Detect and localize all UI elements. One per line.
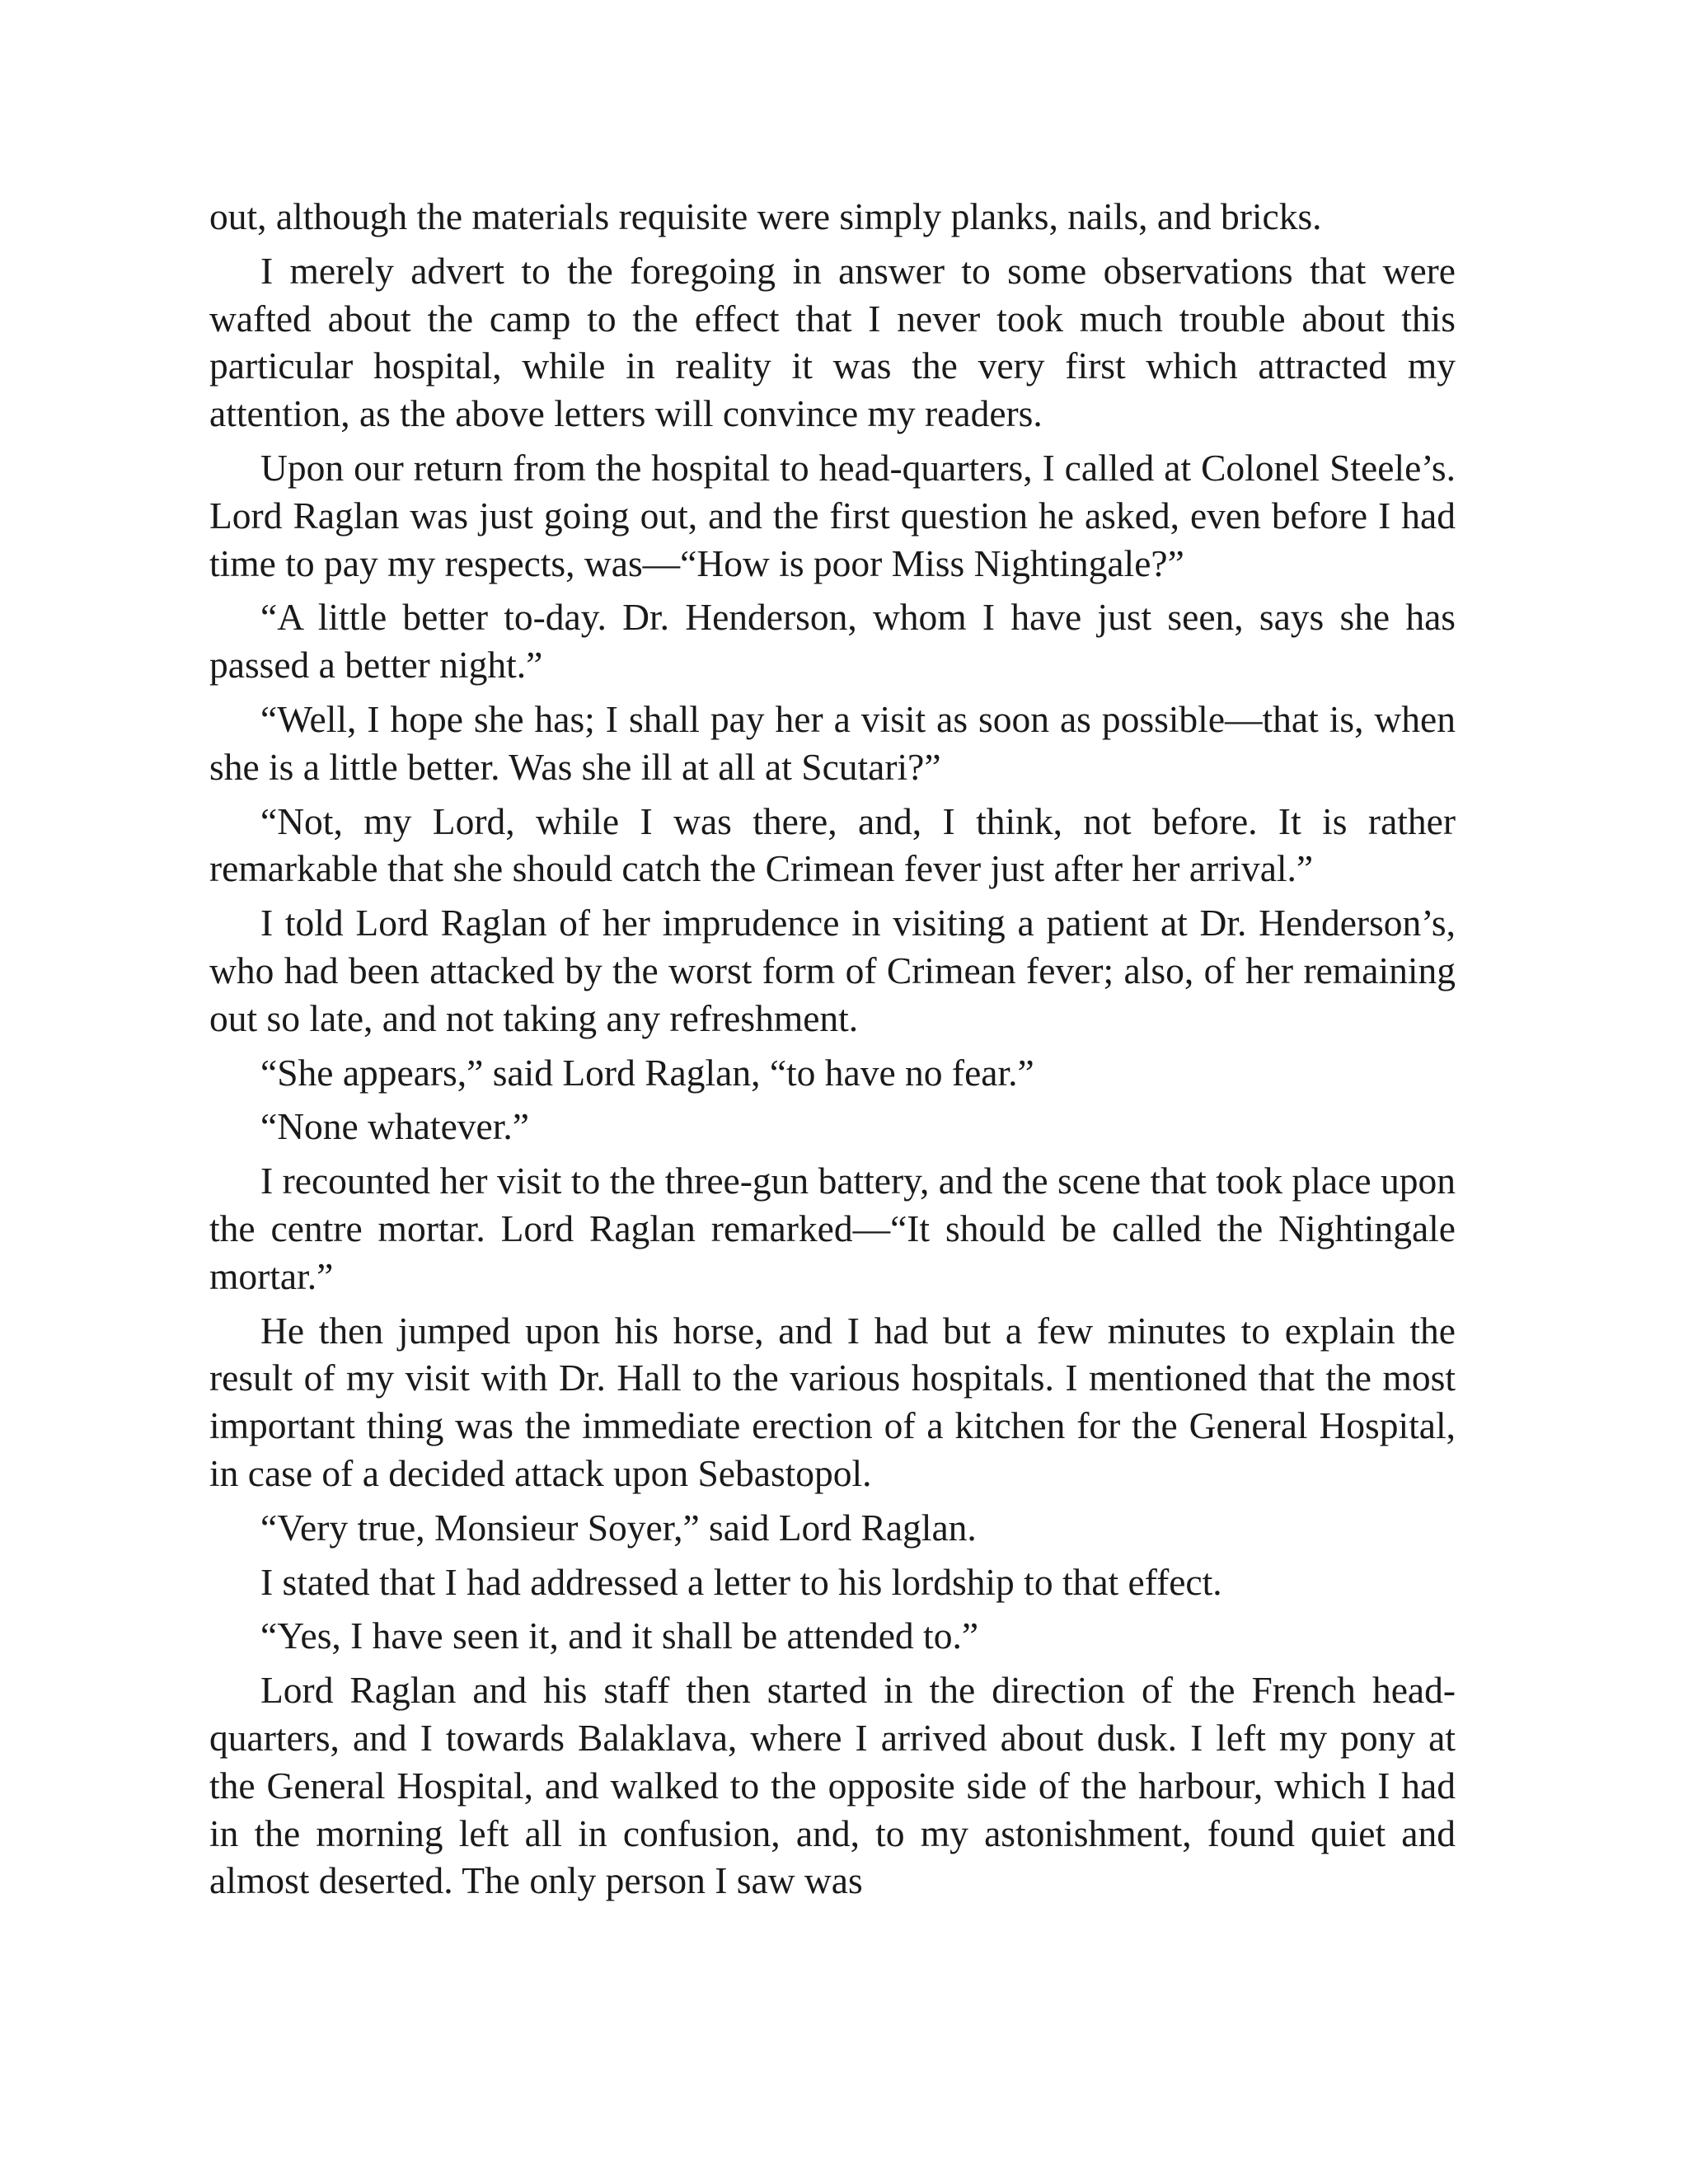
paragraph-5: “Well, I hope she has; I shall pay her a visit as soon as possible—that is, when she is a little better. Was she ill at all at Scutari?” xyxy=(209,697,1456,788)
paragraph-7: I told Lord Raglan of her imprudence in visiting a patient at Dr. Henderson’s, who had been attacked by the worst form of Crimean fever; also, of her remaining out so late, and not taking any refreshment. xyxy=(209,902,1456,1039)
paragraph-2: I merely advert to the foregoing in answer to some observations that were wafted about the camp to the effect that I never took much trouble about this particular hospital, while in reality it was the very first which attracted my attention, as the above letters will convince my readers. xyxy=(209,249,1456,435)
paragraph-12: “Very true, Monsieur Soyer,” said Lord Raglan. xyxy=(260,1506,977,1549)
page-body xyxy=(209,193,1456,1911)
paragraph-10: I recounted her visit to the three-gun battery, and the scene that took place upon the centre mortar. Lord Raglan remarked—“It should be called the Nightingale mortar.” xyxy=(209,1160,1456,1297)
paragraph-6: “Not, my Lord, while I was there, and, I think, not before. It is rather remarkable that she should catch the Crimean fever just after her arrival.” xyxy=(209,799,1456,890)
paragraph-11: He then jumped upon his horse, and I had but a few minutes to explain the result of my visit with Dr. Hall to the various hospitals. I mentioned that the most important thing was the immediate erection of a kitchen for the General Hospital, in case of a decided attack upon Sebastopol. xyxy=(209,1309,1456,1494)
paragraph-14: “Yes, I have seen it, and it shall be attended to.” xyxy=(260,1615,979,1657)
paragraph-3: Upon our return from the hospital to head-quarters, I called at Colonel Steele’s. Lord Raglan was just going out, and the first question he asked, even before I had time to pay my respects, was—“How is poor Miss Nightingale?” xyxy=(209,446,1456,584)
paragraph-1: out, although the materials requisite were simply planks, nails, and bricks. xyxy=(209,195,1322,237)
paragraph-4: “A little better to-day. Dr. Henderson, whom I have just seen, says she has passed a better night.” xyxy=(209,596,1456,687)
paragraph-9: “None whatever.” xyxy=(260,1105,529,1148)
paragraph-8: “She appears,” said Lord Raglan, “to have no fear.” xyxy=(260,1051,1034,1094)
paragraph-13: I stated that I had addressed a letter to his lordship to that effect. xyxy=(260,1560,1222,1603)
paragraph-15: Lord Raglan and his staff then started in the direction of the French head-quarters, and I towards Balaklava, where I arrived about dusk. I left my pony at the General Hospital, and walked to the opposite side of the harbour, which I had in the morning left all in confusion, and, to my astonishment, found quiet and almost deserted. The only person I saw was xyxy=(209,1669,1456,1902)
